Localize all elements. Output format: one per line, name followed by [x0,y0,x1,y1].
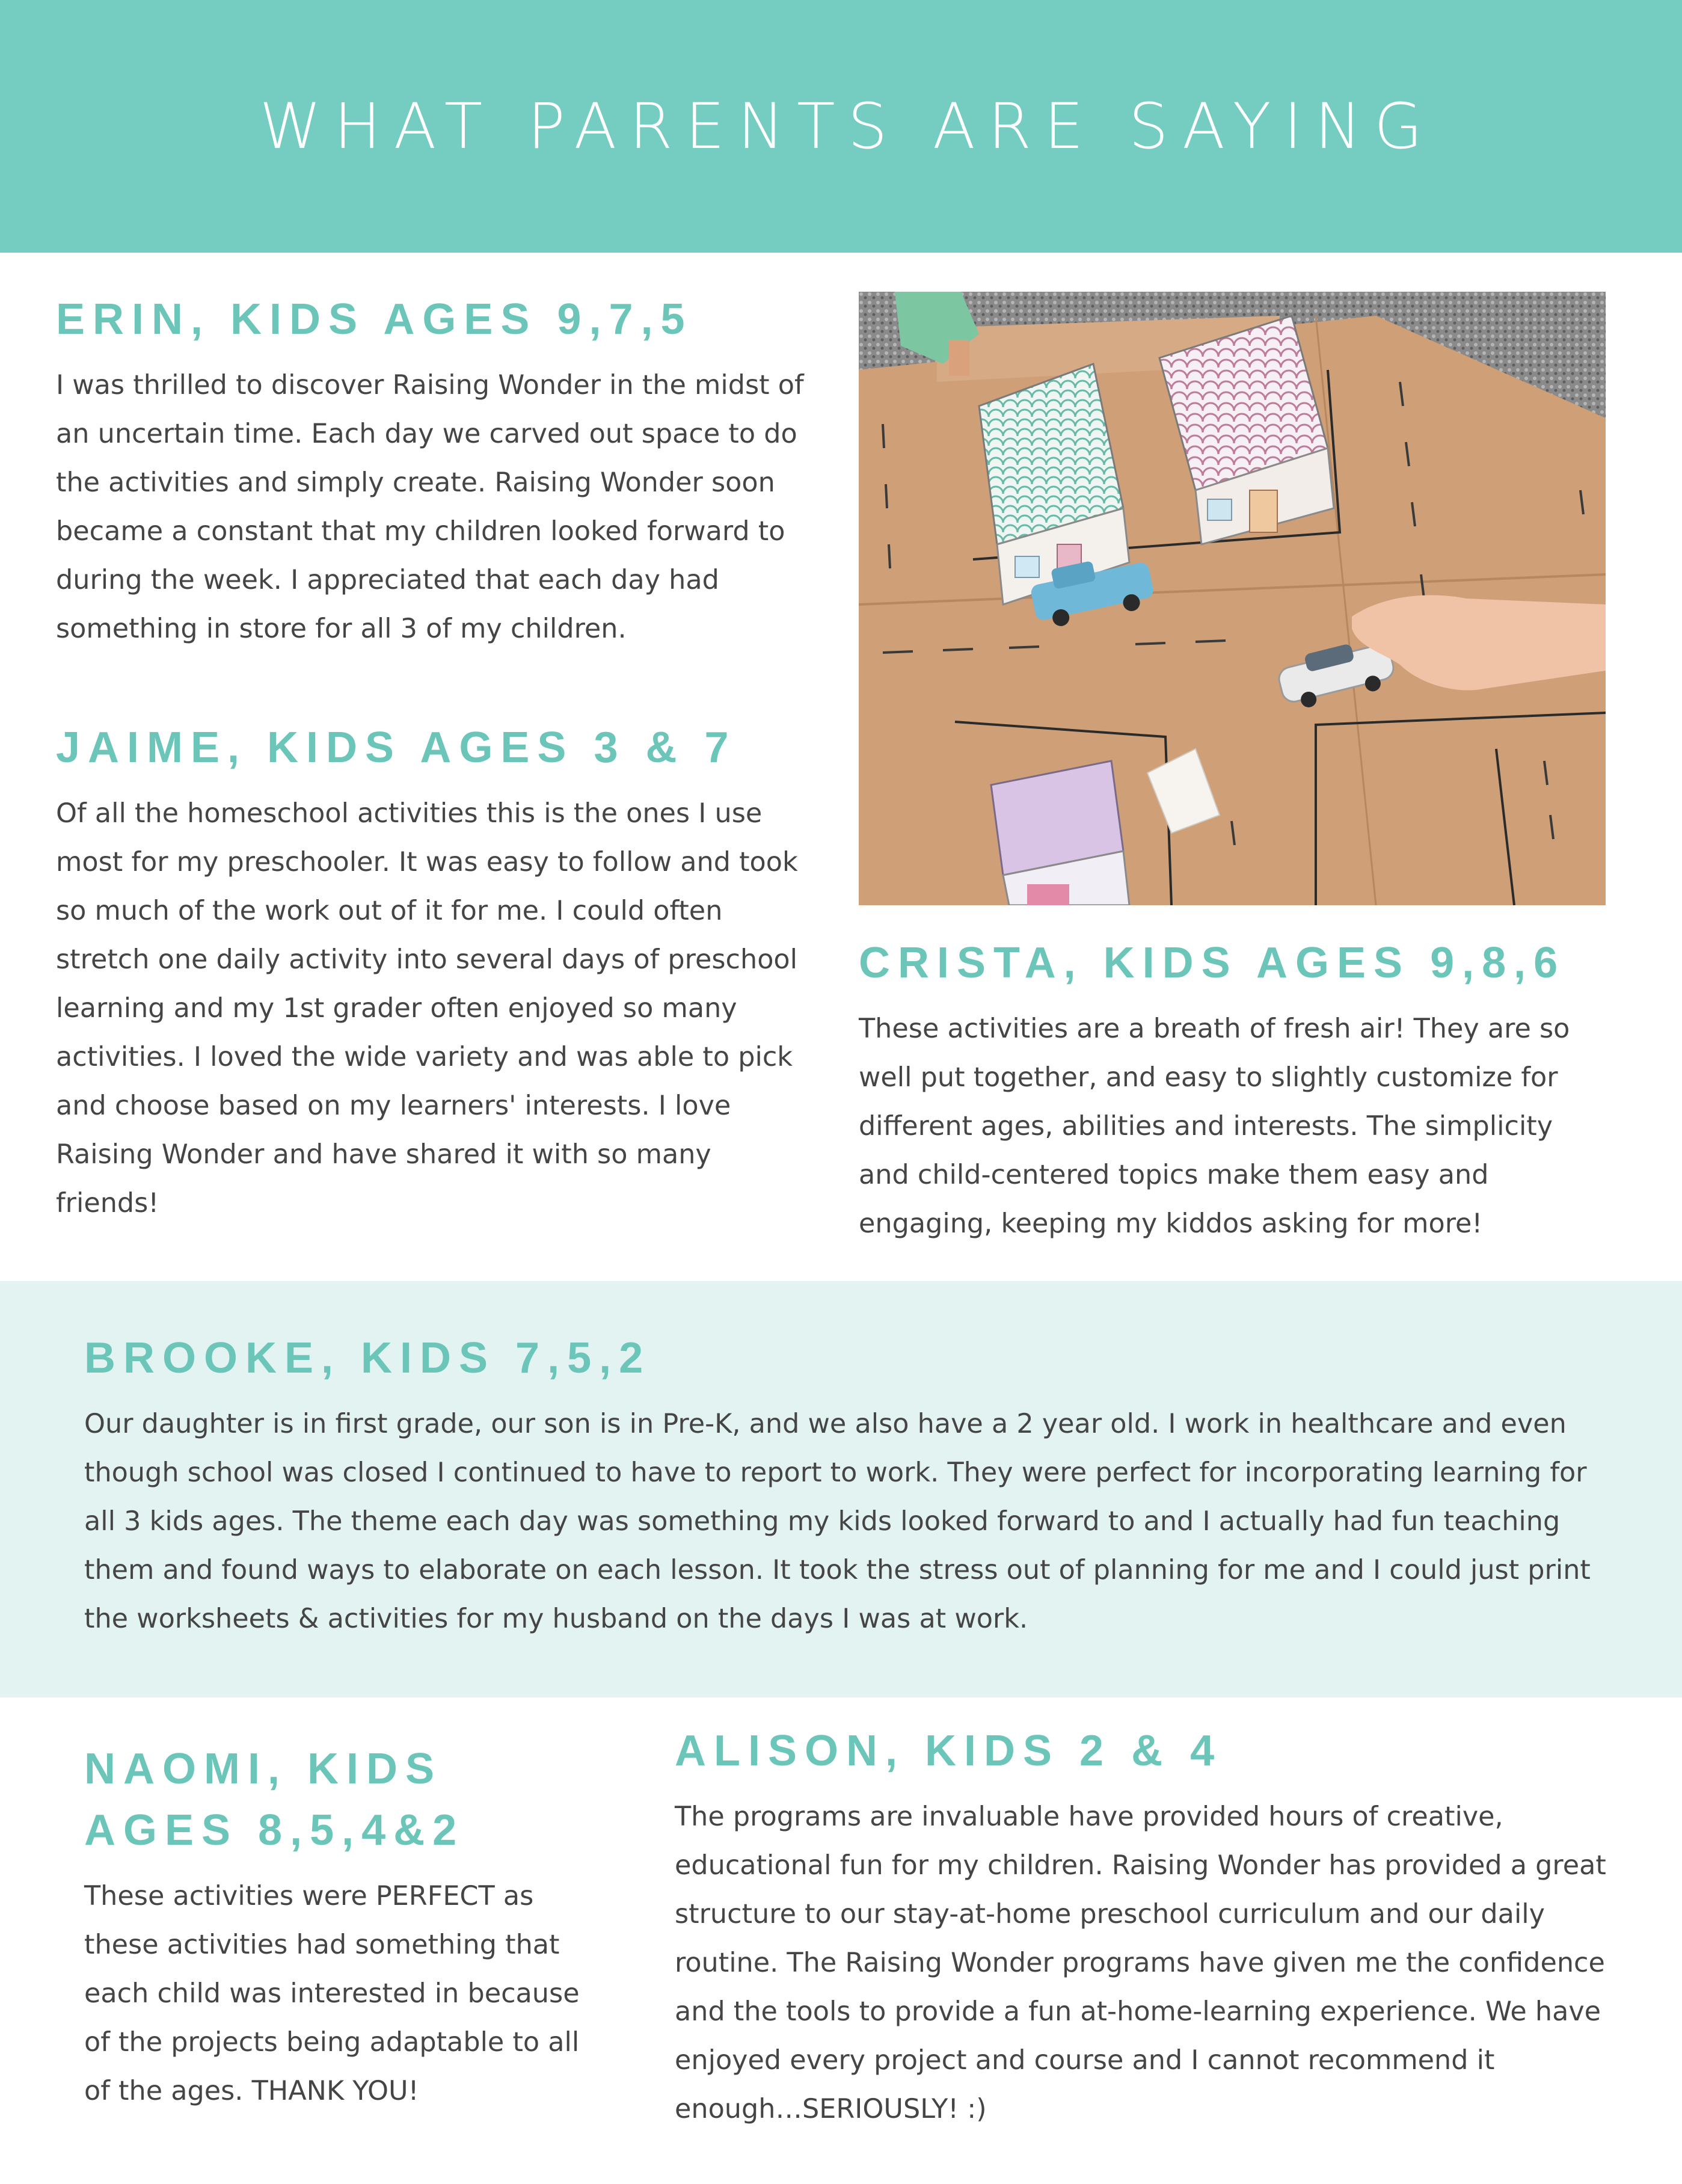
testimonial-name: BROOKE, KIDS 7,5,2 [84,1334,651,1382]
testimonial-text: Of all the homeschool activities this is the ones I use most for my preschooler. It was easy to follow and took so much of the work out of it for me. I could often stretch one daily activity into several days of preschool learning and my 1st grader often enjoyed so many activities. I loved the wide variety and was able to pick and choose based on my learners' interests. I love Raising Wonder and have shared it with so many friends! [56,798,798,1219]
testimonial-text: Our daughter is in first grade, our son is in Pre-K, and we also have a 2 year old. I work in healthcare and even though school was closed I continued to have to report to work. They were perfect for incorporating learning for all 3 kids ages. The theme each day was something my kids looked forward to and I actually had fun teaching them and found ways to elaborate on each lesson. It took the stress out of planning for me and I could just print the worksheets & activities for my husband on the days I was at work. [84,1409,1591,1634]
testimonial-jaime [56,717,823,1228]
testimonial-name: NAOMI, KIDS AGES 8,5,4&2 [84,1745,465,1854]
testimonial-erin [56,289,832,653]
testimonial-text: These activities were PERFECT as these activities had something that each child was interested in because of the projects being adaptable to all of the ages. THANK YOU! [84,1881,580,2106]
testimonial-name: JAIME, KIDS AGES 3 & 7 [56,724,737,772]
testimonial-text: These activities are a breath of fresh air! They are so well put together, and easy to slightly customize for different ages, abilities and interests. The simplicity and child-centered topics make them easy and engaging, keeping my kiddos asking for more! [859,1014,1570,1239]
testimonial-name: CRISTA, KIDS AGES 9,8,6 [859,939,1566,987]
testimonial-text: I was thrilled to discover Raising Wonder in the midst of an uncertain time. Each day we carved out space to do the activities and simply create. Raising Wonder soon became a constant that my children looked forward to during the week. I appreciated that each day had something in store for all 3 of my children. [56,370,804,644]
testimonial-name: ALISON, KIDS 2 & 4 [675,1727,1223,1775]
testimonial-name: ERIN, KIDS AGES 9,7,5 [56,295,693,343]
activity-photo [859,292,1606,905]
page-header [0,0,1682,253]
testimonial-crista [859,932,1610,1248]
page-title: WHAT PARENTS ARE SAYING [259,90,1435,163]
testimonial-alison [675,1720,1613,2133]
paper-town-illustration [859,292,1606,905]
testimonial-text: The programs are invaluable have provided hours of creative, educational fun for my children. Raising Wonder has provided a great structure to our stay-at-home preschool curriculum and our daily routine. The Raising Wonder programs have given me the confidence and the tools to provide a fun at-home-learning experience. We have enjoyed every project and course and I cannot recommend it enough…SERIOUSLY! :) [675,1801,1606,2124]
testimonial-naomi [84,1738,613,2115]
testimonial-brooke [84,1327,1609,1643]
